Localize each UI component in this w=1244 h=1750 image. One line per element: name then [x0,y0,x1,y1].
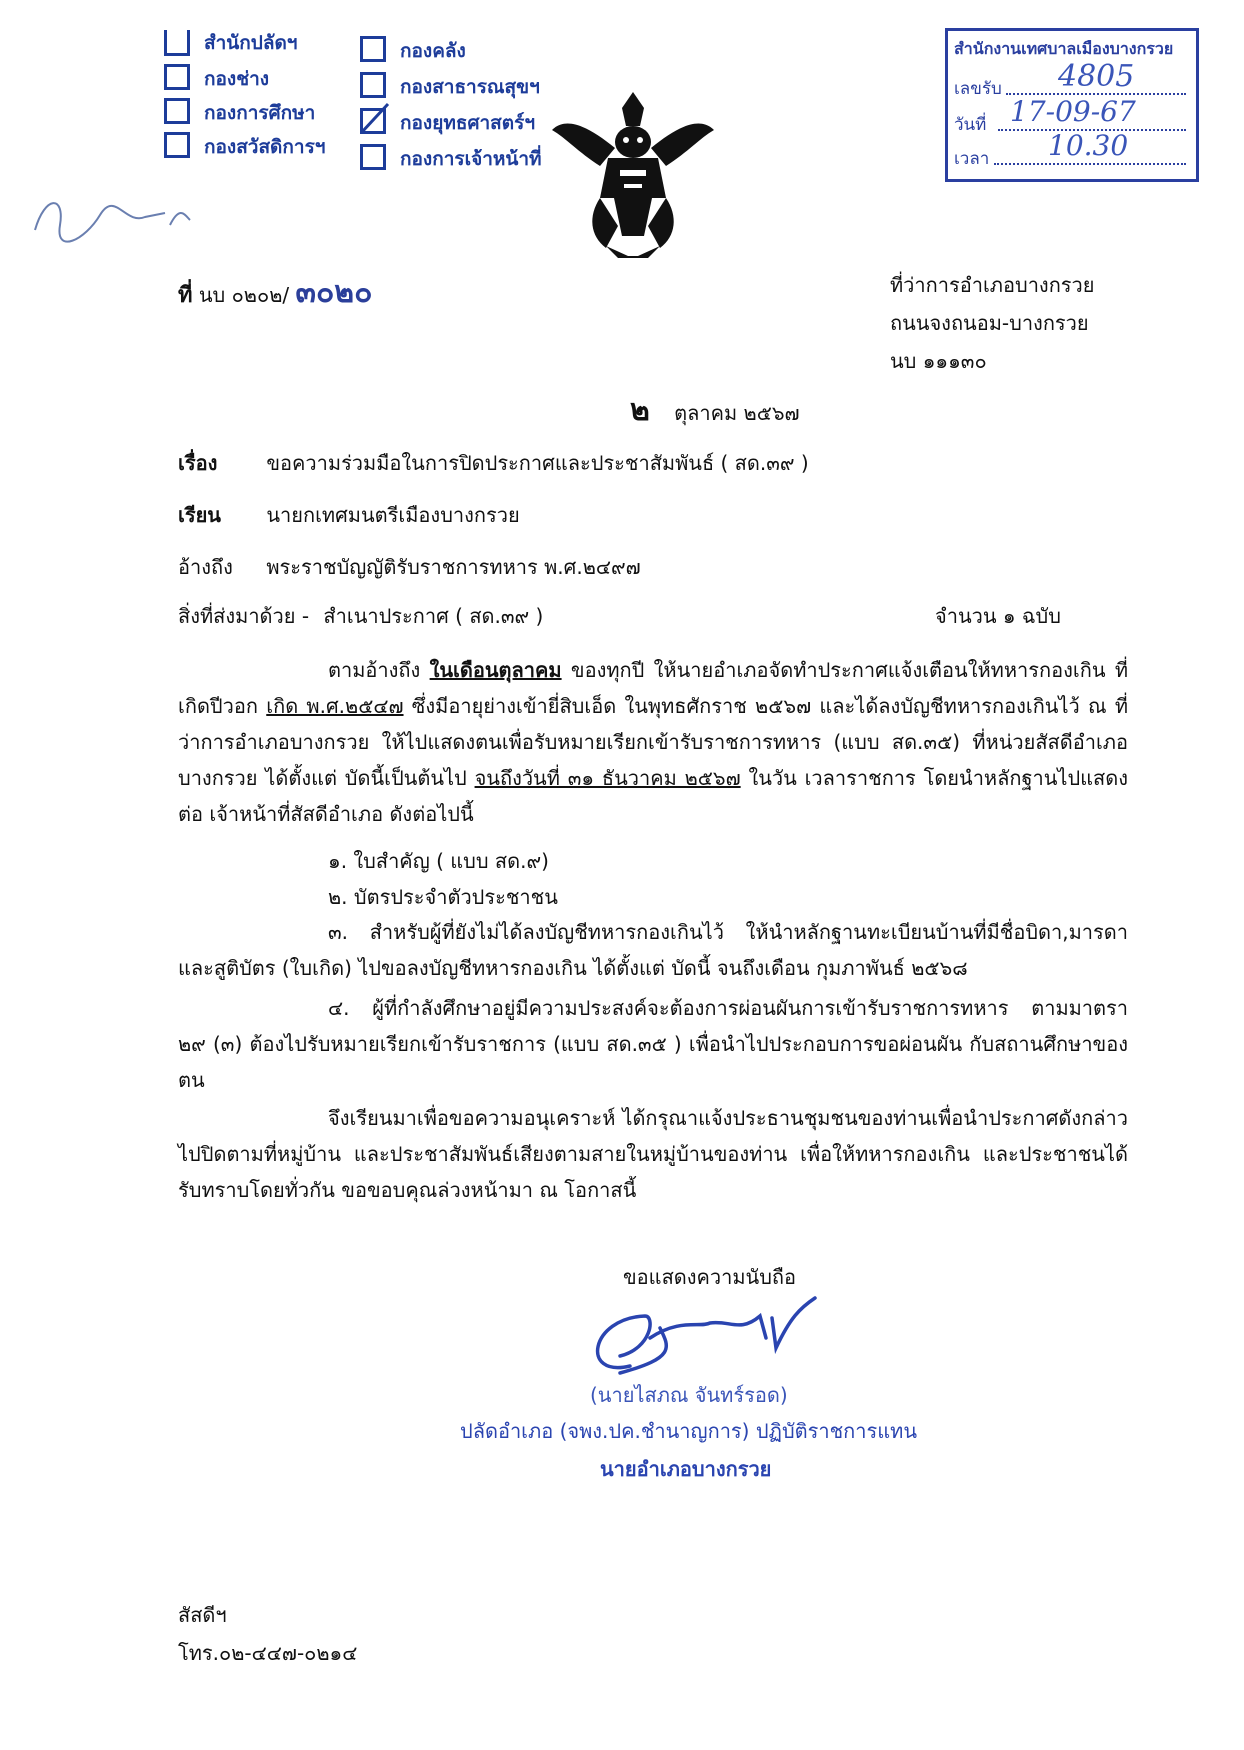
reference-line [178,554,641,580]
signer-position-2: นายอำเภอบางกรวย [600,1457,772,1481]
dept-label-6: กองยุทธศาสตร์ฯ [400,112,535,134]
list-item-4: ๔. ผู้ที่กำลังศึกษาอยู่มีความประสงค์จะต้องการผ่อนผันการเข้ารับราชการทหาร ตามมาตรา ๒๙ (๓) ต้องไปรับหมายเรียกเข้ารับราชการ (แบบ สด.๓๕ ) เพื่อนำไปประกอบการขอผ่อนผัน กับสถานศึกษาของตน [178,996,1128,1092]
dept-label-0: สำนักปลัดฯ [204,32,298,54]
dept-label-1: กองช่าง [204,68,270,90]
p1-g: ในวัน เวลาราชการ โดยนำหลักฐานไปแสดงต่อ เจ้าหน้าที่สัสดีอำเภอ ดังต่อไปนี้ [178,766,1129,826]
p1-b: ในเดือนตุลาคม [429,658,562,682]
doc-date [630,393,800,428]
dept-label-2: กองการศึกษา [204,102,316,124]
receipt-time-line [994,163,1186,165]
doc-ref-number: ๓๐๒๐ [295,275,373,310]
reference-text: พระราชบัญญัติรับราชการทหาร พ.ศ.๒๔๙๗ [266,555,641,579]
receipt-date-value: 17-09-67 [1010,95,1136,128]
dept-checkbox-2 [164,98,190,124]
subject-line [178,450,809,476]
receipt-number-value: 4805 [1058,59,1135,94]
handwritten-initials [25,185,205,255]
doc-ref-prefix: ที่ [178,283,193,308]
reference-label: อ้างถึง [178,555,233,579]
receipt-org: สำนักงานเทศบาลเมืองบางกรวย [954,39,1174,58]
list-item-2: ๒. บัตรประจำตัวประชาชน [328,885,558,909]
p1-f: จนถึงวันที่ ๓๑ ธันวาคม ๒๕๖๗ [474,766,741,790]
doc-date-month-year: ตุลาคม ๒๕๖๗ [674,401,800,425]
p1-a: ตามอ้างถึง [328,658,421,682]
recipient-label: เรียน [178,503,221,527]
enclosure-text: สำเนาประกาศ ( สด.๓๙ ) [323,604,544,628]
doc-ref [178,275,373,310]
dept-label-3: กองสวัสดิการฯ [204,136,326,158]
garuda-emblem [548,86,718,261]
dept-checkbox-0 [164,30,190,56]
receipt-time-label: เวลา [954,149,990,169]
dept-label-5: กองสาธารณสุขฯ [400,76,540,98]
regards: ขอแสดงความนับถือ [623,1265,797,1289]
p1-e: ซึ่งมีอายุย่างเข้ายี่สิบเอ็ด ในพุทธศักราช ๒๕๖๗ และได้ลงบัญชีทหารกองเกินไว้ ณ ที่ว่าการอำเภอบางกรวย ให้ไปแสดงตนเพื่อรับหมายเรียกเข้ารับราชการทหาร (แบบ สด.๓๕) ที่หน่วยสัสดีอำเภอบางกรวย ได้ตั้งแต่ บัดนี้เป็นต้นไป [178,694,1129,790]
enclosure-line [178,603,543,629]
dept-label-4: กองคลัง [400,40,466,62]
sender-address-line3: นบ ๑๑๑๓๐ [890,349,987,373]
checkmark-icon [358,102,392,136]
body-paragraph-1 [178,652,1128,832]
list-item-3: ๓. สำหรับผู้ที่ยังไม่ได้ลงบัญชีทหารกองเกินไว้ ให้นำหลักฐานทะเบียนบ้านที่มีชื่อบิดา,มารดา และสูติบัตร (ใบเกิด) ไปขอลงบัญชีทหารกองเกิน ได้ตั้งแต่ บัดนี้ จนถึงเดือน กุมภาพันธ์ ๒๕๖๘ [178,920,1128,980]
receipt-stamp [945,28,1199,182]
enclosure-qty: จำนวน ๑ ฉบับ [935,604,1061,628]
p1-d: เกิด พ.ศ.๒๕๔๗ [266,694,404,718]
recipient-text: นายกเทศมนตรีเมืองบางกรวย [266,503,520,527]
dept-checkbox-5 [360,72,386,98]
signature [560,1278,860,1398]
doc-date-day: ๒ [630,393,650,428]
receipt-date-label: วันที่ [954,115,987,135]
dept-checkbox-4 [360,36,386,62]
recipient-line [178,502,520,528]
dept-checkbox-1 [164,64,190,90]
signer-name: (นายไสภณ จันทร์รอด) [590,1383,788,1407]
subject-label: เรื่อง [178,451,218,475]
list-item-1: ๑. ใบสำคัญ ( แบบ สด.๙) [328,849,549,873]
routing-stamp [160,26,560,196]
footer-tel: โทร.๐๒-๔๔๗-๐๒๑๔ [178,1641,358,1665]
doc-ref-code: นบ ๐๒๐๒/ [198,283,290,307]
footer-unit: สัสดีฯ [178,1603,227,1627]
dept-checkbox-3 [164,132,190,158]
p1-c: ของทุกปี ให้นายอำเภอจัดทำประกาศแจ้งเตือนให้ทหารกองเกิน ที่เกิดปีวอก [178,658,1128,718]
subject-text: ขอความร่วมมือในการปิดประกาศและประชาสัมพันธ์ ( สด.๓๙ ) [266,451,809,475]
dept-checkbox-7 [360,144,386,170]
dept-label-7: กองการเจ้าหน้าที่ [400,148,542,170]
enclosure-label: สิ่งที่ส่งมาด้วย - [178,604,310,628]
receipt-time-value: 10.30 [1048,129,1129,162]
sender-address-line1: ที่ว่าการอำเภอบางกรวย [890,273,1095,297]
sender-address-line2: ถนนจงถนอม-บางกรวย [890,311,1089,335]
receipt-number-label: เลขรับ [954,79,1002,99]
signer-position-1: ปลัดอำเภอ (จพง.ปค.ชำนาญการ) ปฏิบัติราชการแทน [460,1419,918,1443]
closing-paragraph: จึงเรียนมาเพื่อขอความอนุเคราะห์ ได้กรุณาแจ้งประธานชุมชนของท่านเพื่อนำประกาศดังกล่าวไปปิดตามที่หมู่บ้าน และประชาสัมพันธ์เสียงตามสายในหมู่บ้านของท่าน เพื่อให้ทหารกองเกิน และประชาชนได้รับทราบโดยทั่วกัน ขอขอบคุณล่วงหน้ามา ณ โอกาสนี้ [178,1106,1128,1202]
